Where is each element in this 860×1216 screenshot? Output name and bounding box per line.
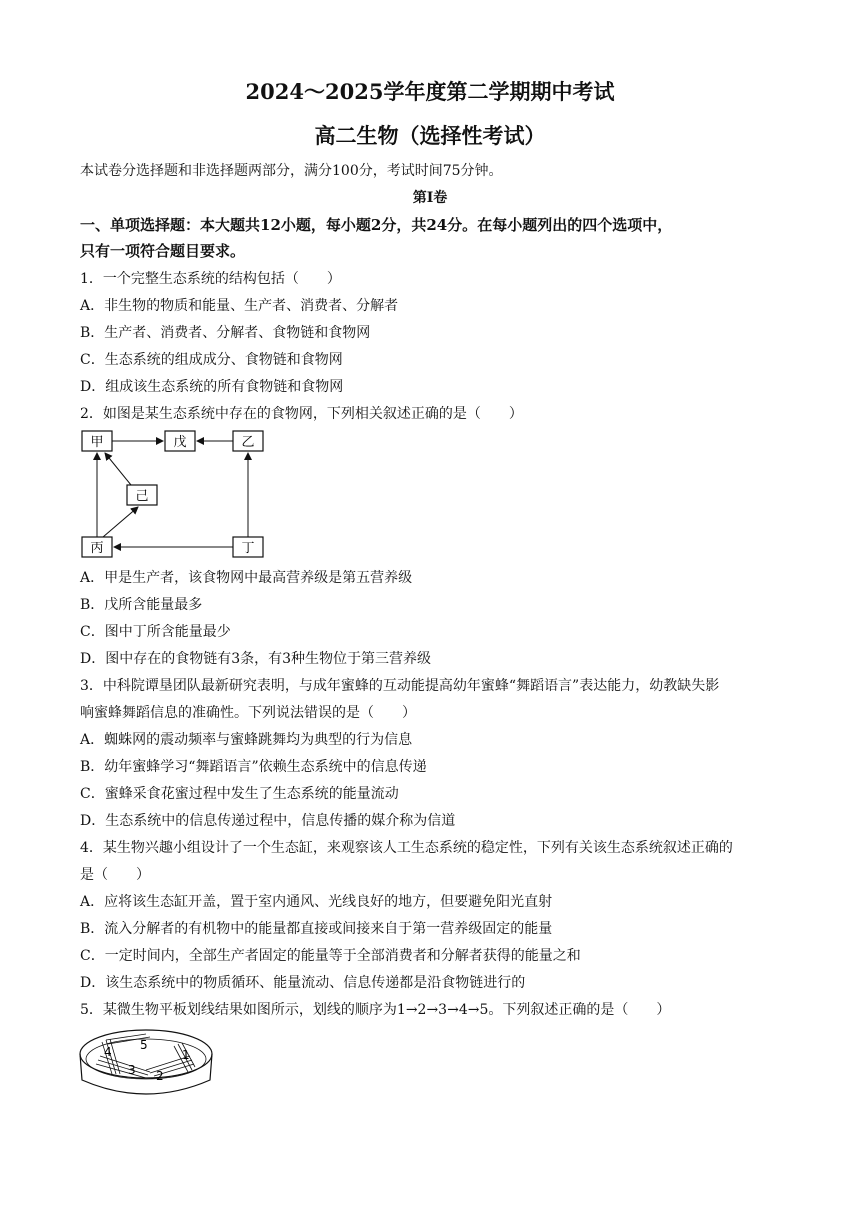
exam-subtitle: 高二生物（选择性考试） <box>314 123 546 148</box>
q2-option-a: A．甲是生产者，该食物网中最高营养级是第五营养级 <box>80 570 413 586</box>
node-wu: 戊 <box>173 435 187 450</box>
q3-option-a: A．蜘蛛网的震动频率与蜜蜂跳舞均为典型的行为信息 <box>80 732 413 748</box>
q1-option-a: A．非生物的物质和能量、生产者、消费者、分解者 <box>80 298 399 314</box>
q4-option-a: A．应将该生态缸开盖，置于室内通风、光线良好的地方，但要避免阳光直射 <box>80 894 553 910</box>
q3-stem-line1: 3．中科院谭垦团队最新研究表明，与成年蜜蜂的互动能提高幼年蜜蜂“舞蹈语言”表达能力，幼教缺失影 <box>80 678 720 694</box>
q3-stem-line2: 响蜜蜂舞蹈信息的准确性。下列说法错误的是（ ） <box>80 705 416 721</box>
arrow-bing-ji <box>103 507 138 537</box>
node-bing: 丙 <box>90 541 104 556</box>
streak-plate-diagram <box>76 1024 218 1110</box>
q3-option-d: D．生态系统中的信息传递过程中，信息传播的媒介称为信道 <box>80 813 456 829</box>
q4-option-c: C．一定时间内，全部生产者固定的能量等于全部消费者和分解者获得的能量之和 <box>80 948 581 964</box>
exam-intro: 本试卷分选择题和非选择题两部分，满分100分，考试时间75分钟。 <box>80 163 503 179</box>
streak-label-1: 1 <box>182 1048 190 1062</box>
q4-stem-line1: 4．某生物兴趣小组设计了一个生态缸，来观察该人工生态系统的稳定性，下列有关该生态系统叙述正确的 <box>80 840 733 856</box>
node-ji: 己 <box>135 489 149 504</box>
q2-option-c: C．图中丁所含能量最少 <box>80 624 231 640</box>
section-heading-1: 一、单项选择题：本大题共12小题，每小题2分，共24分。在每小题列出的四个选项中， <box>80 216 673 234</box>
q4-stem-line2: 是（ ） <box>80 867 150 883</box>
streak-label-3: 3 <box>128 1063 136 1077</box>
streak-label-4: 4 <box>104 1045 112 1059</box>
volume-label: 第Ⅰ卷 <box>412 190 448 206</box>
arrow-ji-jia <box>105 453 131 485</box>
streak-label-2: 2 <box>156 1069 164 1083</box>
node-jia: 甲 <box>90 435 104 450</box>
q1-stem: 1．一个完整生态系统的结构包括（ ） <box>80 271 341 287</box>
q4-option-b: B．流入分解者的有机物中的能量都直接或间接来自于第一营养级固定的能量 <box>80 921 553 937</box>
q4-option-d: D．该生态系统中的物质循环、能量流动、信息传递都是沿食物链进行的 <box>80 975 526 991</box>
q1-option-d: D．组成该生态系统的所有食物链和食物网 <box>80 379 344 395</box>
q3-option-b: B．幼年蜜蜂学习“舞蹈语言”依赖生态系统中的信息传递 <box>80 759 427 775</box>
node-ding: 丁 <box>241 541 255 556</box>
q1-option-c: C．生态系统的组成成分、食物链和食物网 <box>80 352 343 368</box>
section-heading-2: 只有一项符合题目要求。 <box>80 242 246 260</box>
food-web-diagram <box>76 426 276 562</box>
q5-stem: 5．某微生物平板划线结果如图所示，划线的顺序为1→2→3→4→5。下列叙述正确的是（ ） <box>80 1002 671 1018</box>
q3-option-c: C．蜜蜂采食花蜜过程中发生了生态系统的能量流动 <box>80 786 399 802</box>
q1-option-b: B．生产者、消费者、分解者、食物链和食物网 <box>80 325 371 341</box>
streak-label-5: 5 <box>140 1038 148 1052</box>
exam-title: 2024～2025学年度第二学期期中考试 <box>245 79 615 104</box>
q2-option-d: D．图中存在的食物链有3条，有3种生物位于第三营养级 <box>80 651 432 667</box>
node-yi: 乙 <box>241 435 255 450</box>
q2-stem: 2．如图是某生态系统中存在的食物网，下列相关叙述正确的是（ ） <box>80 406 523 422</box>
q2-option-b: B．戊所含能量最多 <box>80 597 203 613</box>
